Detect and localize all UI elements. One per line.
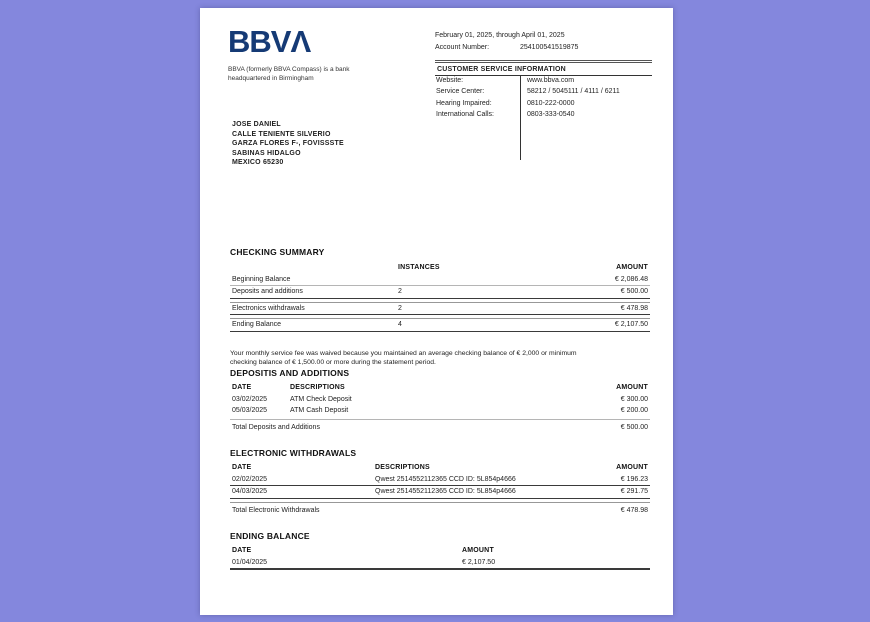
ending-balance-title: ENDING BALANCE — [230, 531, 310, 541]
cs-label: Service Center: — [436, 87, 485, 95]
deposit-row — [230, 394, 650, 406]
date-column-header: DATE — [232, 464, 252, 471]
address-line: CALLE TENIENTE SILVERIO — [232, 130, 331, 138]
ending-balance-date: 01/04/2025 — [232, 558, 268, 566]
cs-value: 0810-222-0000 — [527, 100, 575, 107]
recipient-address — [232, 120, 344, 168]
deposits-header-row — [230, 382, 650, 394]
cs-label: Hearing Impaired: — [436, 100, 492, 107]
withdrawals-total-amount: € 478.98 — [620, 506, 648, 514]
withdrawals-total-label: Total Electronic Withdrawals — [232, 506, 320, 514]
amount-column-header: AMOUNT — [616, 464, 648, 471]
summary-instances: 2 — [398, 304, 402, 312]
deposit-amount: € 300.00 — [620, 395, 648, 403]
customer-service-divider — [520, 76, 521, 160]
descriptions-column-header: DESCRIPTIONS — [375, 464, 430, 471]
deposits-total-row — [230, 420, 650, 434]
summary-row-withdrawals — [230, 303, 650, 315]
instances-column-header: INSTANCES — [398, 264, 440, 271]
summary-row-ending-balance — [230, 319, 650, 331]
customer-service-body — [435, 76, 652, 160]
ending-balance-amount: € 2,107.50 — [462, 558, 496, 566]
checking-summary-section — [230, 247, 650, 332]
ending-balance-section — [230, 531, 650, 570]
withdrawal-amount: € 291.75 — [620, 488, 648, 495]
customer-service-row — [435, 87, 652, 98]
account-number-value: 254100541519875 — [520, 44, 579, 51]
amount-column-header: AMOUNT — [616, 384, 648, 391]
withdrawal-row — [230, 474, 650, 486]
customer-service-title: CUSTOMER SERVICE INFORMATION — [435, 60, 652, 76]
withdrawal-date: 04/03/2025 — [232, 488, 268, 495]
checking-summary-header-row — [230, 262, 650, 274]
withdrawal-description: Qwest 2514552112365 CCD ID: 5L854p4666 — [375, 475, 516, 483]
date-column-header: DATE — [232, 547, 252, 554]
deposits-total-label: Total Deposits and Additions — [232, 423, 320, 431]
statement-page — [200, 8, 673, 615]
fee-waiver-note — [230, 349, 658, 367]
ending-balance-header-row — [230, 545, 650, 557]
cs-label: Website: — [436, 77, 464, 84]
deposit-amount: € 200.00 — [620, 407, 648, 414]
withdrawals-section — [230, 448, 650, 517]
deposit-row — [230, 405, 650, 417]
summary-label: Ending Balance — [232, 321, 282, 328]
ending-balance-row — [230, 557, 650, 569]
bank-tagline-line1: BBVA (formerly BBVA Compass) is a bank — [228, 66, 350, 73]
address-line: SABINAS HIDALGO — [232, 149, 301, 157]
customer-service-box — [435, 60, 652, 160]
summary-row-beginning-balance — [230, 274, 650, 286]
address-line: MEXICO 65230 — [232, 159, 284, 167]
customer-service-row — [435, 110, 652, 121]
summary-amount: € 500.00 — [620, 288, 648, 295]
customer-service-row — [435, 99, 652, 110]
deposits-section — [230, 368, 650, 434]
summary-row-deposits — [230, 286, 650, 298]
summary-instances: 2 — [398, 288, 402, 295]
descriptions-column-header: DESCRIPTIONS — [290, 384, 345, 391]
address-line: GARZA FLORES F-, FOVISSSTE — [232, 140, 344, 148]
bbva-logo: BBVΛ — [228, 24, 311, 59]
withdrawals-title: ELECTRONIC WITHDRAWALS — [230, 448, 357, 458]
divider — [230, 568, 650, 570]
withdrawals-header-row — [230, 462, 650, 474]
divider — [230, 331, 650, 332]
summary-amount: € 2,086.48 — [614, 275, 648, 283]
deposits-total-amount: € 500.00 — [620, 423, 648, 431]
cs-value: www.bbva.com — [527, 77, 575, 84]
fee-waiver-note-line2: checking balance of € 1,500.00 or more during the statement period. — [230, 359, 436, 366]
account-number-label: Account Number: — [435, 44, 490, 51]
summary-amount: € 478.98 — [620, 304, 648, 312]
bank-tagline — [228, 66, 350, 83]
amount-column-header: AMOUNT — [462, 547, 494, 554]
address-line: JOSE DANIEL — [232, 121, 281, 128]
withdrawal-amount: € 196.23 — [620, 475, 648, 483]
withdrawal-description: Qwest 2514552112365 CCD ID: 5L854p4666 — [375, 488, 516, 495]
cs-value: 58212 / 5045111 / 4111 / 6211 — [527, 87, 620, 95]
summary-amount: € 2,107.50 — [614, 321, 648, 328]
deposit-date: 05/03/2025 — [232, 407, 268, 414]
account-number-row — [435, 44, 578, 51]
date-column-header: DATE — [232, 384, 252, 391]
withdrawal-date: 02/02/2025 — [232, 475, 268, 483]
deposit-date: 03/02/2025 — [232, 395, 268, 403]
fee-waiver-note-line1: Your monthly service fee was waived because you maintained an average checking balance of € 2,000 or minimum — [230, 350, 577, 357]
customer-service-row — [435, 76, 652, 87]
summary-label: Deposits and additions — [232, 288, 303, 295]
statement-period: February 01, 2025, through April 01, 2025 — [435, 32, 565, 39]
withdrawals-total-row — [230, 503, 650, 517]
summary-label: Beginning Balance — [232, 275, 291, 283]
deposits-title: DEPOSITIS AND ADDITIONS — [230, 368, 350, 378]
summary-instances: 4 — [398, 321, 402, 328]
cs-value: 0803-333-0540 — [527, 110, 575, 118]
deposit-description: ATM Check Deposit — [290, 395, 352, 403]
checking-summary-title: CHECKING SUMMARY — [230, 247, 325, 257]
deposit-description: ATM Cash Deposit — [290, 407, 349, 414]
bank-tagline-line2: headquartered in Birmingham — [228, 74, 314, 82]
summary-label: Electronics withdrawals — [232, 304, 305, 312]
withdrawal-row — [230, 486, 650, 498]
amount-column-header: AMOUNT — [616, 264, 648, 271]
cs-label: International Calls: — [436, 110, 494, 118]
